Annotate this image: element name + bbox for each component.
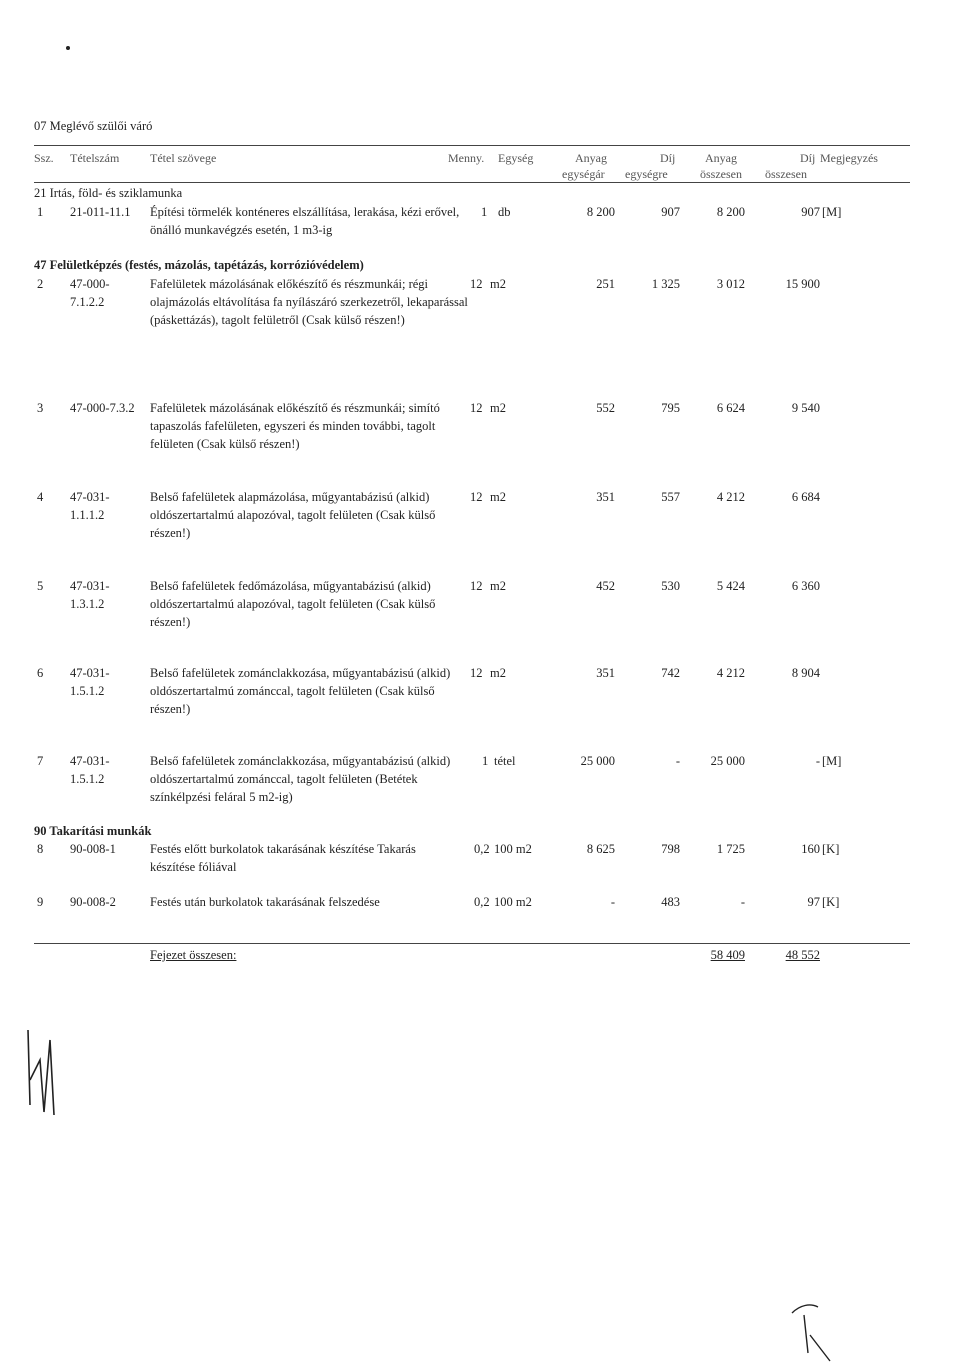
header-egyseg: Egység xyxy=(498,151,534,165)
row-code: 47-031-1.1.1.2 xyxy=(70,490,110,522)
row-qty: 12 xyxy=(470,666,483,680)
row-text: Belső fafelületek alapmázolása, műgyantabázisú (alkid) oldószertartalmú alapozóval, tagolt felületen (Csak külső részen!) xyxy=(150,490,436,540)
row-ssz: 1 xyxy=(37,205,44,219)
row-dij-ar: 530 xyxy=(661,579,680,593)
row-anyag-ar: 351 xyxy=(596,490,615,504)
row-ssz: 9 xyxy=(37,895,44,909)
row-anyag-ossz: 4 212 xyxy=(716,666,745,680)
row-code: 47-000-7.1.2.2 xyxy=(70,277,110,309)
header-tetelszam: Tételszám xyxy=(70,151,120,165)
header-anyag-ar-2: egységár xyxy=(562,167,605,181)
row-anyag-ossz: 5 424 xyxy=(716,579,745,593)
row-anyag-ar: 8 200 xyxy=(586,205,615,219)
header-dij-ossz-2: összesen xyxy=(765,167,807,181)
section-47: 47 Felületképzés (festés, mázolás, tapétázás, korrózióvédelem) xyxy=(34,258,364,272)
row-anyag-ossz: 8 200 xyxy=(716,205,745,219)
row-anyag-ar: 552 xyxy=(596,401,615,415)
row-ssz: 7 xyxy=(37,754,44,768)
row-anyag-ar: 452 xyxy=(596,579,615,593)
row-text: Festés előtt burkolatok takarásának készítése Takarás készítése fóliával xyxy=(150,842,416,874)
row-text: Festés után burkolatok takarásának felszedése xyxy=(150,895,380,909)
row-anyag-ossz: 1 725 xyxy=(716,842,745,856)
header-ssz: Ssz. xyxy=(34,151,54,165)
row-ssz: 3 xyxy=(37,401,44,415)
row-note: [M] xyxy=(822,205,842,219)
row-anyag-ar: 251 xyxy=(596,277,615,291)
row-unit: tétel xyxy=(494,754,516,768)
row-code: 47-000-7.3.2 xyxy=(70,401,135,415)
header-dij-ar-1: Díj xyxy=(660,151,676,165)
row-dij-ar: 742 xyxy=(661,666,680,680)
header-anyag-ar-1: Anyag xyxy=(575,151,607,165)
row-dij-ossz: 9 540 xyxy=(791,401,820,415)
row-dij-ossz: - xyxy=(815,754,820,768)
row-dij-ossz: 15 900 xyxy=(785,277,820,291)
row-text: Fafelületek mázolásának előkészítő és részmunkái; simító tapaszolás fafelületen, egyszeri és minden további, tagolt felületen (Csak külső részen!) xyxy=(150,401,440,451)
row-text: Belső fafelületek zománclakkozása, műgyantabázisú (alkid) oldószertartalmú zománccal, tagolt felületen (Betétek színkélpzési feláral 5 m2-ig) xyxy=(150,754,451,804)
row-qty: 0,2 xyxy=(474,842,490,856)
section-90: 90 Takarítási munkák xyxy=(34,824,152,838)
row-unit: db xyxy=(498,205,511,219)
row-anyag-ar: 351 xyxy=(596,666,615,680)
row-qty: 1 xyxy=(482,754,489,768)
row-code: 47-031-1.5.1.2 xyxy=(70,666,110,698)
row-qty: 12 xyxy=(470,579,483,593)
row-qty: 12 xyxy=(470,490,483,504)
signature-mark-2 xyxy=(790,1295,840,1365)
row-unit: m2 xyxy=(490,666,506,680)
page-title: 07 Meglévő szülői váró xyxy=(34,119,153,133)
row-note: [M] xyxy=(822,754,842,768)
row-code: 47-031-1.5.1.2 xyxy=(70,754,110,786)
row-unit: m2 xyxy=(490,490,506,504)
row-anyag-ar: 25 000 xyxy=(580,754,615,768)
header-anyag-ossz-1: Anyag xyxy=(705,151,737,165)
row-text: Építési törmelék konténeres elszállítása, lerakása, kézi erővel, önálló munkavégzés esetén, 1 m3-ig xyxy=(150,205,460,237)
row-qty: 1 xyxy=(481,205,488,219)
row-qty: 0,2 xyxy=(474,895,490,909)
row-code: 90-008-1 xyxy=(70,842,116,856)
row-dij-ar: 798 xyxy=(661,842,680,856)
row-dij-ossz: 907 xyxy=(801,205,820,219)
row-dij-ossz: 6 684 xyxy=(791,490,820,504)
row-ssz: 2 xyxy=(37,277,44,291)
row-text: Belső fafelületek zománclakkozása, műgyantabázisú (alkid) oldószertartalmú zománccal, tagolt felületen (Csak külső részen!) xyxy=(150,666,451,716)
row-note: [K] xyxy=(822,895,840,909)
row-dij-ossz: 97 xyxy=(807,895,820,909)
footer-rule xyxy=(34,943,910,944)
chapter-total-anyag: 58 409 xyxy=(710,948,745,962)
row-dij-ossz: 8 904 xyxy=(791,666,820,680)
row-dij-ossz: 6 360 xyxy=(791,579,820,593)
row-anyag-ossz: 4 212 xyxy=(716,490,745,504)
row-code: 90-008-2 xyxy=(70,895,116,909)
row-ssz: 6 xyxy=(37,666,44,680)
row-text: Belső fafelületek fedőmázolása, műgyantabázisú (alkid) oldószertartalmú alapozóval, tagolt felületen (Csak külső részen!) xyxy=(150,579,436,629)
row-qty: 12 xyxy=(470,277,483,291)
row-dij-ar: 1 325 xyxy=(651,277,680,291)
header-dij-ar-2: egységre xyxy=(625,167,668,181)
row-dij-ossz: 160 xyxy=(801,842,820,856)
row-anyag-ar: 8 625 xyxy=(586,842,615,856)
row-unit: 100 m2 xyxy=(494,842,532,856)
header-menny: Menny. xyxy=(448,151,485,165)
chapter-total-dij: 48 552 xyxy=(785,948,820,962)
signature-mark xyxy=(20,1020,60,1120)
header-anyag-ossz-2: összesen xyxy=(700,167,742,181)
row-text: Fafelületek mázolásának előkészítő és részmunkái; régi olajmázolás eltávolítása fa nyílászáró szerkezetről, lekaparással (páskettázás), tagolt felületről (Csak külső részen!) xyxy=(150,277,468,327)
row-anyag-ossz: 25 000 xyxy=(710,754,745,768)
dot-mark xyxy=(66,46,70,50)
row-dij-ar: 483 xyxy=(661,895,680,909)
row-qty: 12 xyxy=(470,401,483,415)
row-unit: m2 xyxy=(490,401,506,415)
row-unit: m2 xyxy=(490,579,506,593)
header-szoveg: Tétel szövege xyxy=(150,151,217,165)
row-unit: 100 m2 xyxy=(494,895,532,909)
row-anyag-ar: - xyxy=(610,895,615,909)
row-ssz: 4 xyxy=(37,490,44,504)
row-ssz: 8 xyxy=(37,842,44,856)
row-anyag-ossz: - xyxy=(740,895,745,909)
row-dij-ar: 907 xyxy=(661,205,680,219)
row-anyag-ossz: 6 624 xyxy=(716,401,745,415)
row-note: [K] xyxy=(822,842,840,856)
row-code: 47-031-1.3.1.2 xyxy=(70,579,110,611)
section-21: 21 Irtás, föld- és sziklamunka xyxy=(34,186,183,200)
header-top-rule xyxy=(34,145,910,146)
header-bottom-rule xyxy=(34,182,910,183)
header-megjegyzes: Megjegyzés xyxy=(820,151,878,165)
row-unit: m2 xyxy=(490,277,506,291)
chapter-total-label: Fejezet összesen: xyxy=(150,948,237,962)
row-anyag-ossz: 3 012 xyxy=(716,277,745,291)
row-code: 21-011-11.1 xyxy=(70,205,131,219)
row-ssz: 5 xyxy=(37,579,44,593)
row-dij-ar: - xyxy=(675,754,680,768)
row-dij-ar: 795 xyxy=(661,401,680,415)
header-dij-ossz-1: Díj xyxy=(800,151,816,165)
row-dij-ar: 557 xyxy=(661,490,680,504)
